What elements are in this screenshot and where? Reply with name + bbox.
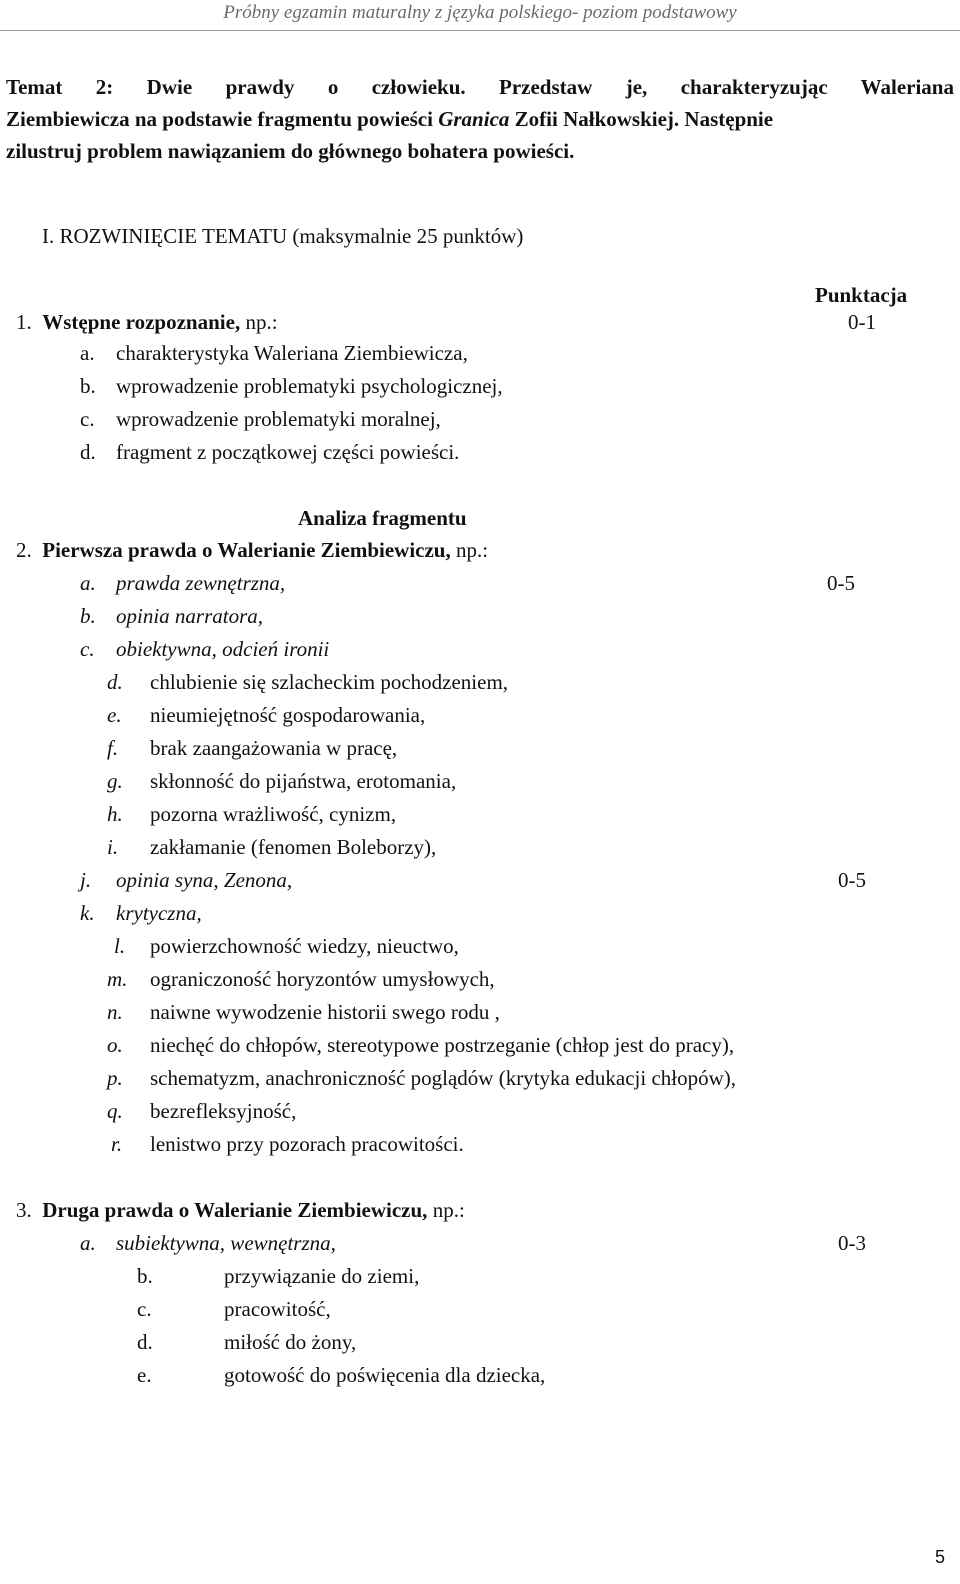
item-letter: n. [107,1000,123,1024]
list-item-text: opinia narratora, [116,604,264,628]
topic-line-2-end: Zofii Nałkowskiej. Następnie [509,107,774,131]
section-2-suffix: np.: [450,538,489,562]
score-column-header: Punktacja [815,283,908,307]
item-letter: d. [107,670,123,694]
item-letter: c. [80,407,95,431]
section-2-score-a: 0-5 [827,571,855,595]
list-item-text: miłość do żony, [224,1330,357,1354]
item-letter: d. [137,1330,153,1354]
list-item-text: schematyzm, anachroniczność poglądów (krytyka edukacji chłopów), [150,1066,737,1090]
item-letter: l. [114,934,126,958]
list-item-text: charakterystyka Waleriana Ziembiewicza, [116,341,468,365]
item-letter: i. [107,835,119,859]
section-heading: I. ROZWINIĘCIE TEMATU (maksymalnie 25 punktów) [42,224,524,248]
item-letter: o. [107,1033,123,1057]
section-1-number: 1. [16,310,32,334]
list-item-text: brak zaangażowania w pracę, [150,736,398,760]
list-item-text: bezrefleksyjność, [150,1099,297,1123]
list-item-text: ograniczoność horyzontów umysłowych, [150,967,495,991]
list-item-text: obiektywna, odcień ironii [116,637,330,661]
section-3-heading [16,1197,465,1223]
list-item-text: prawda zewnętrzna, [116,571,286,595]
item-letter: k. [80,901,95,925]
section-1-heading [16,309,278,335]
list-item-text: nieumiejętność gospodarowania, [150,703,426,727]
item-letter: j. [80,868,92,892]
item-letter: a. [80,571,96,595]
list-item-text: gotowość do poświęcenia dla dziecka, [224,1363,546,1387]
list-item-text: niechęć do chłopów, stereotypowe postrzeganie (chłop jest do pracy), [150,1033,735,1057]
section-2-score-j: 0-5 [838,868,866,892]
list-item-text: wprowadzenie problematyki moralnej, [116,407,441,431]
item-letter: h. [107,802,123,826]
item-letter: b. [137,1264,153,1288]
list-item-text: zakłamanie (fenomen Boleborzy), [150,835,437,859]
topic-paragraph [6,71,954,167]
item-letter: c. [80,637,95,661]
list-item-text: opinia syna, Zenona, [116,868,293,892]
section-3-title: Druga prawda o Walerianie Ziembiewiczu, [42,1198,428,1222]
list-item [80,340,95,366]
novel-title: Granica [438,107,510,131]
list-item-text: przywiązanie do ziemi, [224,1264,420,1288]
item-letter: e. [137,1363,152,1387]
item-letter: g. [107,769,123,793]
item-letter: q. [107,1099,123,1123]
item-letter: b. [80,374,96,398]
page-number: 5 [935,1547,946,1567]
list-item-text: powierzchowność wiedzy, nieuctwo, [150,934,459,958]
list-item-text: chlubienie się szlacheckim pochodzeniem, [150,670,509,694]
list-item-text: fragment z początkowej części powieści. [116,440,460,464]
list-item-text: subiektywna, wewnętrzna, [116,1231,336,1255]
list-item [80,406,95,432]
list-item-text: lenistwo przy pozorach pracowitości. [150,1132,464,1156]
section-1-score: 0-1 [848,310,876,334]
item-letter: p. [107,1066,123,1090]
item-letter: f. [107,736,119,760]
topic-line-3: zilustruj problem nawiązaniem do głównego bohatera powieści. [6,139,575,163]
analysis-heading: Analiza fragmentu [298,506,467,530]
list-item-text: wprowadzenie problematyki psychologicznej, [116,374,503,398]
section-3-score: 0-3 [838,1231,866,1255]
topic-line-2-start: Ziembiewicza na podstawie fragmentu powieści [6,107,439,131]
list-item [80,373,96,399]
section-3-suffix: np.: [427,1198,465,1222]
item-letter: d. [80,440,96,464]
section-3-number: 3. [16,1198,32,1222]
item-letter: r. [111,1132,123,1156]
page-header: Próbny egzamin maturalny z języka polskiego- poziom podstawowy [223,2,737,23]
item-letter: c. [137,1297,152,1321]
section-2-heading [16,537,488,563]
list-item-text: krytyczna, [116,901,202,925]
section-2-number: 2. [16,538,32,562]
list-item-text: pracowitość, [224,1297,331,1321]
list-item-text: skłonność do pijaństwa, erotomania, [150,769,457,793]
item-letter: a. [80,341,95,365]
topic-line-2 [6,103,954,135]
section-2-title: Pierwsza prawda o Walerianie Ziembiewiczu, [42,538,451,562]
item-letter: b. [80,604,96,628]
list-item [80,439,96,465]
item-letter: e. [107,703,122,727]
header-divider [0,30,960,31]
list-item-text: naiwne wywodzenie historii swego rodu , [150,1000,500,1024]
list-item-text: pozorna wrażliwość, cynizm, [150,802,397,826]
item-letter: m. [107,967,128,991]
item-letter: a. [80,1231,96,1255]
section-1-suffix: np.: [240,310,278,334]
section-1-title: Wstępne rozpoznanie, [42,310,241,334]
topic-line-1: Temat 2: Dwie prawdy o człowieku. Przedstaw je, charakteryzując Waleriana [6,75,954,99]
